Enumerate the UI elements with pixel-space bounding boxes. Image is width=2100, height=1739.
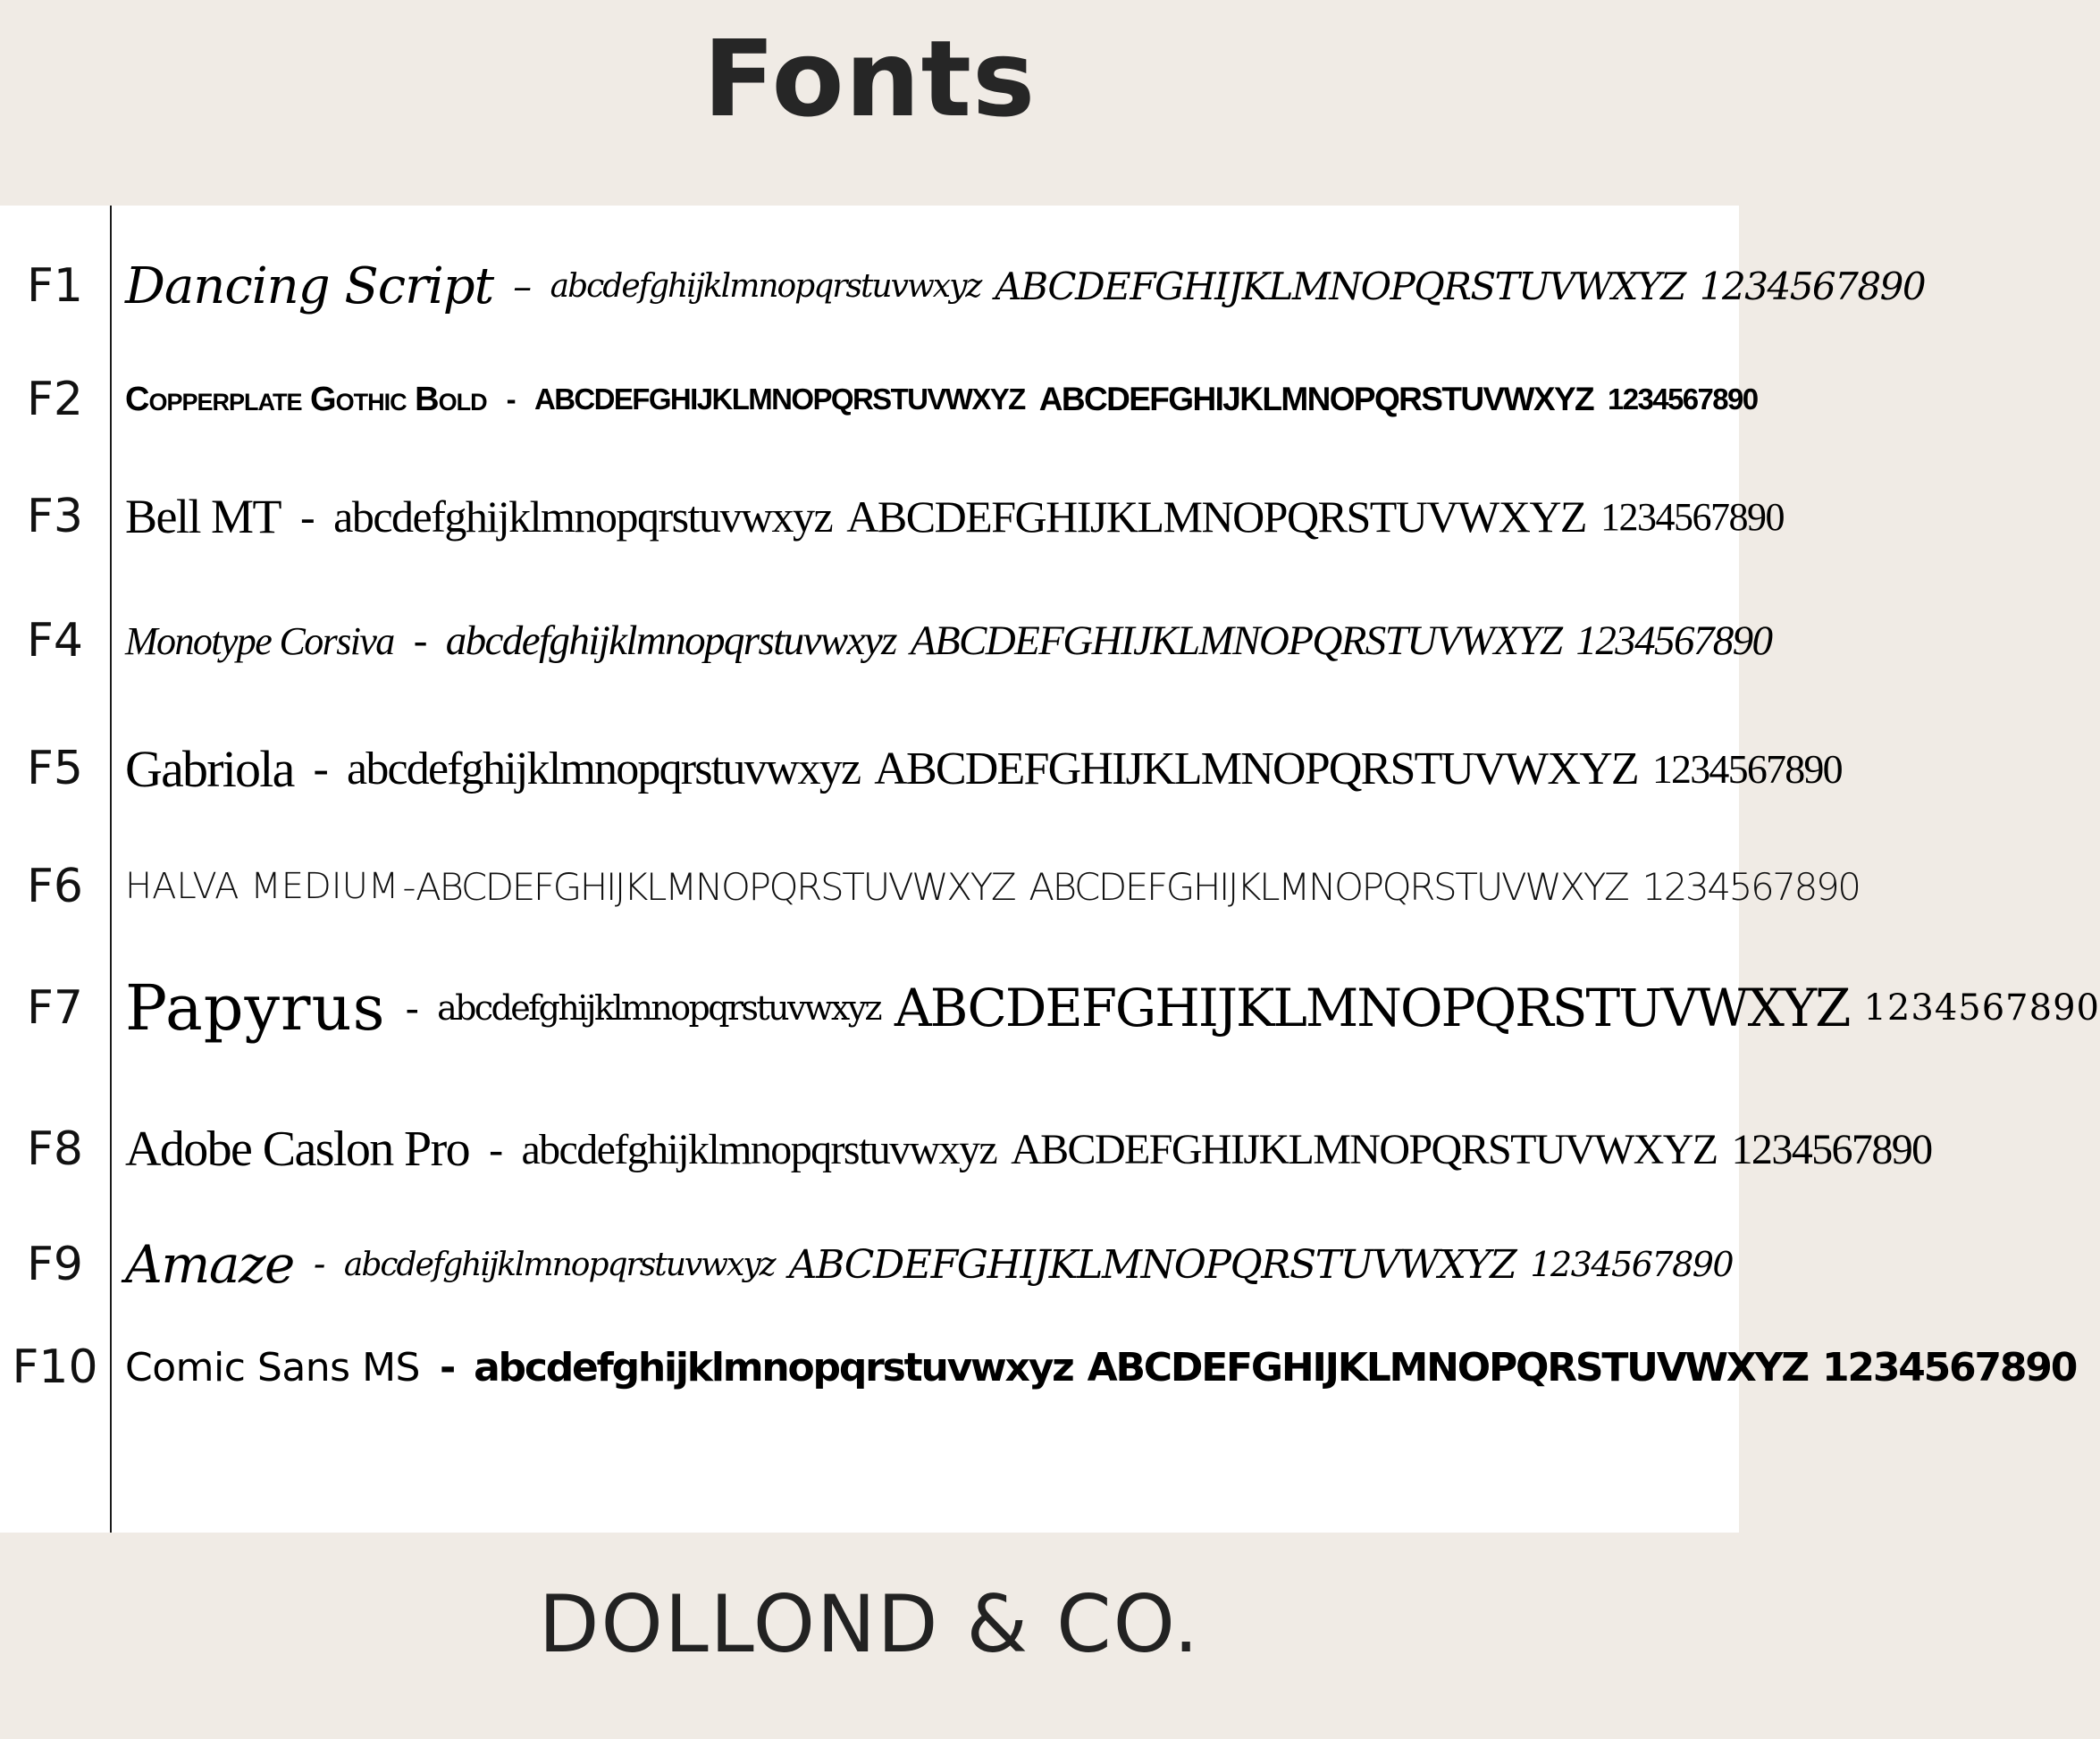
separator: –	[513, 264, 531, 308]
font-specimen	[125, 1220, 1734, 1309]
font-row-f9	[0, 1220, 1739, 1309]
digits-sample: 1234567890	[1608, 382, 1758, 416]
font-name: Dancing Script	[125, 256, 494, 315]
font-code: F3	[27, 490, 83, 543]
digits-sample: 1234567890	[1651, 745, 1842, 792]
font-name: Adobe Caslon Pro	[125, 1122, 470, 1177]
separator: -	[300, 491, 315, 542]
page-title: Fonts	[702, 17, 1037, 140]
lowercase-sample: abcdefghijklmnopqrstuvwxyz	[474, 1344, 1073, 1390]
font-name: HALVA MEDIUM	[125, 866, 399, 907]
uppercase-sample: ABCDEFGHIJKLMNOPQRSTUVWXYZ	[1011, 1125, 1718, 1173]
lowercase-sample: abcdefghijklmnopqrstuvwxyz	[445, 617, 896, 664]
font-specimen	[125, 355, 1758, 444]
digits-sample: 1234567890	[1699, 264, 1926, 308]
font-row-f5	[0, 724, 1842, 813]
uppercase-sample: ABCDEFGHIJKLMNOPQRSTUVWXYZ	[1029, 864, 1628, 909]
separator: -	[413, 617, 426, 664]
digits-sample: 1234567890	[1821, 1344, 2077, 1390]
uppercase-sample: ABCDEFGHIJKLMNOPQRSTUVWXYZ	[995, 264, 1685, 308]
font-code: F1	[27, 259, 83, 313]
lowercase-sample: ABCDEFGHIJKLMNOPQRSTUVWXYZ	[533, 382, 1025, 416]
font-name: Amaze	[125, 1234, 294, 1295]
lowercase-sample: abcdefghijklmnopqrstuvwxyz	[333, 491, 833, 542]
footer-band	[0, 1533, 1739, 1739]
font-row-f10	[0, 1323, 2077, 1412]
font-name: Copperplate Gothic Bold	[125, 380, 487, 418]
digits-sample: 1234567890	[1600, 494, 1784, 539]
uppercase-sample: ABCDEFGHIJKLMNOPQRSTUVWXYZ	[1038, 381, 1594, 417]
uppercase-sample: ABCDEFGHIJKLMNOPQRSTUVWXYZ	[846, 491, 1586, 542]
font-code: F8	[27, 1122, 83, 1176]
font-row-f1	[0, 241, 1926, 331]
font-specimen	[125, 842, 1860, 931]
font-row-f2	[0, 355, 1758, 444]
font-row-f8	[0, 1105, 1932, 1194]
font-row-f4	[0, 596, 1772, 685]
separator: -	[440, 1344, 455, 1390]
font-specimen	[125, 241, 1926, 331]
font-row-f3	[0, 472, 1784, 561]
font-specimen	[125, 724, 1842, 813]
lowercase-sample: abcdefghijklmnopqrstuvwxyz	[521, 1125, 997, 1173]
separator: -	[402, 864, 415, 909]
uppercase-sample: ABCDEFGHIJKLMNOPQRSTUVWXYZ	[874, 743, 1638, 794]
font-specimen	[125, 472, 1784, 561]
separator: -	[506, 382, 515, 416]
font-name: Papyrus	[125, 971, 386, 1045]
font-code: F2	[27, 373, 83, 426]
lowercase-sample: abcdefghijklmnopqrstuvwxyz	[550, 267, 981, 305]
font-name: Monotype Corsiva	[125, 618, 394, 663]
separator: -	[313, 743, 328, 794]
font-code: F5	[27, 742, 83, 795]
separator: -	[405, 984, 418, 1032]
font-specimen	[125, 1323, 2077, 1412]
font-specimen-panel	[0, 206, 2100, 1533]
uppercase-sample: ABCDEFGHIJKLMNOPQRSTUVWXYZ	[894, 978, 1850, 1038]
font-name: Comic Sans MS	[125, 1344, 420, 1390]
digits-sample: 1234567890	[1642, 864, 1860, 909]
lowercase-sample: ABCDEFGHIJKLMNOPQRSTUVWXYZ	[416, 864, 1015, 909]
font-specimen	[125, 596, 1772, 685]
header-band	[0, 0, 1739, 206]
font-name: Gabriola	[125, 739, 294, 798]
font-code: F4	[27, 614, 83, 668]
font-row-f6	[0, 842, 1860, 931]
separator: -	[489, 1125, 502, 1173]
uppercase-sample: ABCDEFGHIJKLMNOPQRSTUVWXYZ	[788, 1241, 1516, 1288]
font-specimen	[125, 963, 2100, 1053]
digits-sample: 1234567890	[1731, 1125, 1932, 1173]
digits-sample: 1234567890	[1575, 617, 1772, 664]
separator: -	[313, 1244, 324, 1285]
font-row-f7	[0, 963, 2100, 1053]
font-name: Bell MT	[125, 490, 281, 543]
font-specimen	[125, 1105, 1932, 1194]
lowercase-sample: abcdefghijklmnopqrstuvwxyz	[347, 743, 861, 794]
font-code: F10	[12, 1340, 98, 1394]
brand-logo-text: DOLLOND & CO.	[538, 1578, 1201, 1670]
font-code: F7	[27, 981, 83, 1035]
digits-sample: 1234567890	[1530, 1245, 1734, 1284]
font-code: F9	[27, 1238, 83, 1291]
lowercase-sample: abcdefghijklmnopqrstuvwxyz	[437, 988, 880, 1028]
uppercase-sample: ABCDEFGHIJKLMNOPQRSTUVWXYZ	[910, 617, 1562, 664]
digits-sample: 1234567890	[1863, 987, 2100, 1029]
uppercase-sample: ABCDEFGHIJKLMNOPQRSTUVWXYZ	[1087, 1344, 1808, 1390]
lowercase-sample: abcdefghijklmnopqrstuvwxyz	[343, 1246, 775, 1283]
font-code: F6	[27, 860, 83, 913]
